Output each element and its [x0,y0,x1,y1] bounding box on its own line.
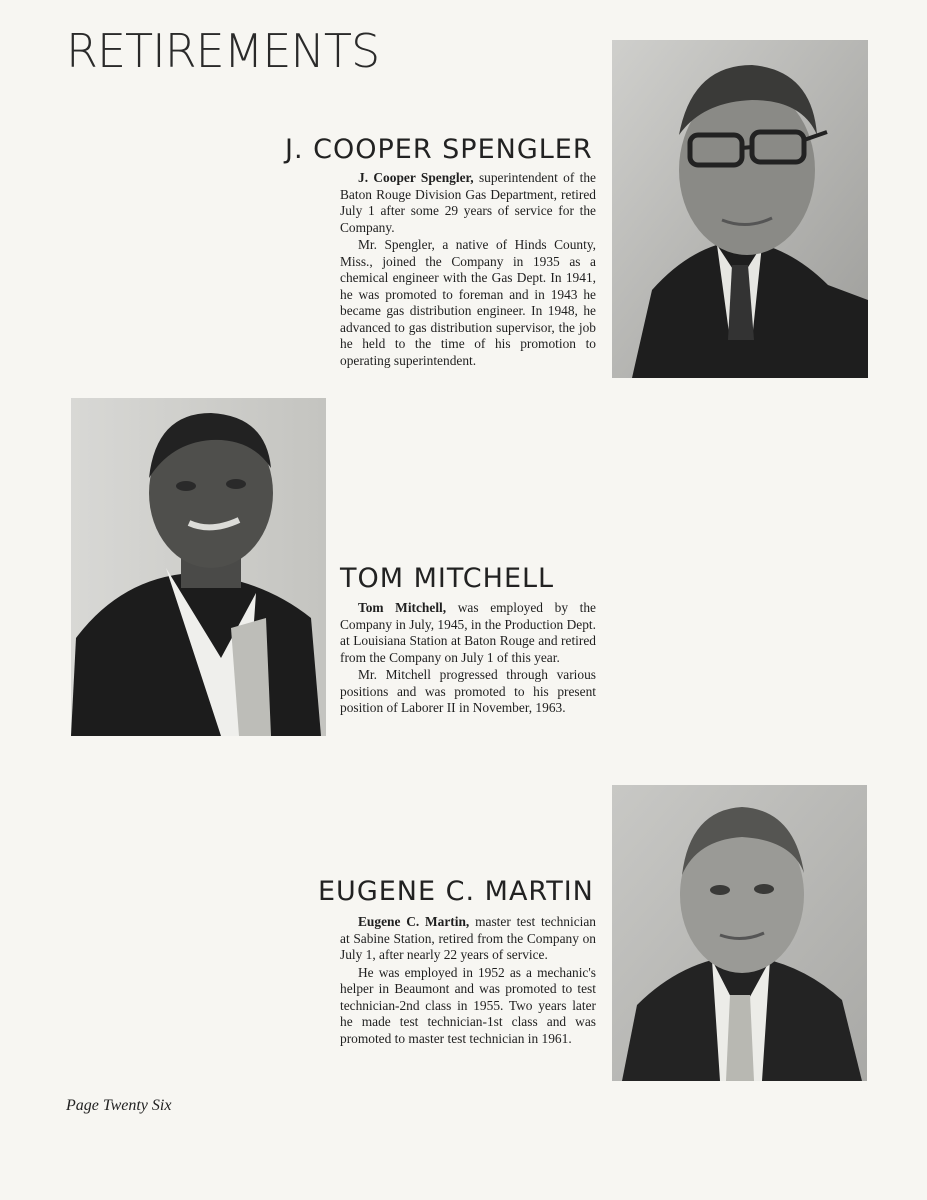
page-title: RETIREMENTS [66,24,380,78]
portrait-photo-icon [71,398,326,736]
retiree-lead-name: Tom Mitchell, [358,600,447,615]
retiree-article [340,170,596,369]
retiree-name: EUGENE C. MARTIN [318,876,594,907]
retiree-lead-name: J. Cooper Spengler, [358,170,474,185]
retiree-lead-text: was employed by the Company in July, 1945, in the Production Dept. at Louisiana Station at Baton Rouge and retired from the Company on July 1 of this year. [340,600,596,665]
portrait-photo-icon [612,785,867,1081]
retiree-name: J. COOPER SPENGLER [285,134,593,165]
retiree-lead-text: master test technician at Sabine Station, retired from the Company on July 1, after nearly 22 years of service. [340,914,596,962]
portrait-photo-martin [612,785,867,1081]
portrait-photo-mitchell [71,398,326,736]
retiree-article [340,914,596,1047]
page-number-footer: Page Twenty Six [66,1097,172,1114]
portrait-photo-icon [612,40,868,378]
retiree-lead-text: superintendent of the Baton Rouge Division Gas Department, retired July 1 after some 29 years of service for the Company. [340,170,596,235]
retiree-lead-name: Eugene C. Martin, [358,914,470,929]
portrait-photo-spengler [612,40,868,378]
retiree-name: TOM MITCHELL [340,563,555,594]
retiree-article [340,600,596,717]
retiree-paragraph: Mr. Spengler, a native of Hinds County, Miss., joined the Company in 1935 as a chemical engineer with the Gas Dept. In 1941, he was promoted to foreman and in 1943 he became gas distribution engineer. In 1948, he advanced to gas distribution supervisor, the job he held to the time of his promotion to operating superintendent. [340,237,596,368]
retiree-paragraph: Mr. Mitchell progressed through various positions and was promoted to his present position of Laborer II in November, 1963. [340,667,596,715]
retiree-paragraph: He was employed in 1952 as a mechanic's helper in Beaumont and was promoted to test technician-2nd class in 1955. Two years later he made test technician-1st class and was promoted to master test technician in 1961. [340,964,596,1046]
